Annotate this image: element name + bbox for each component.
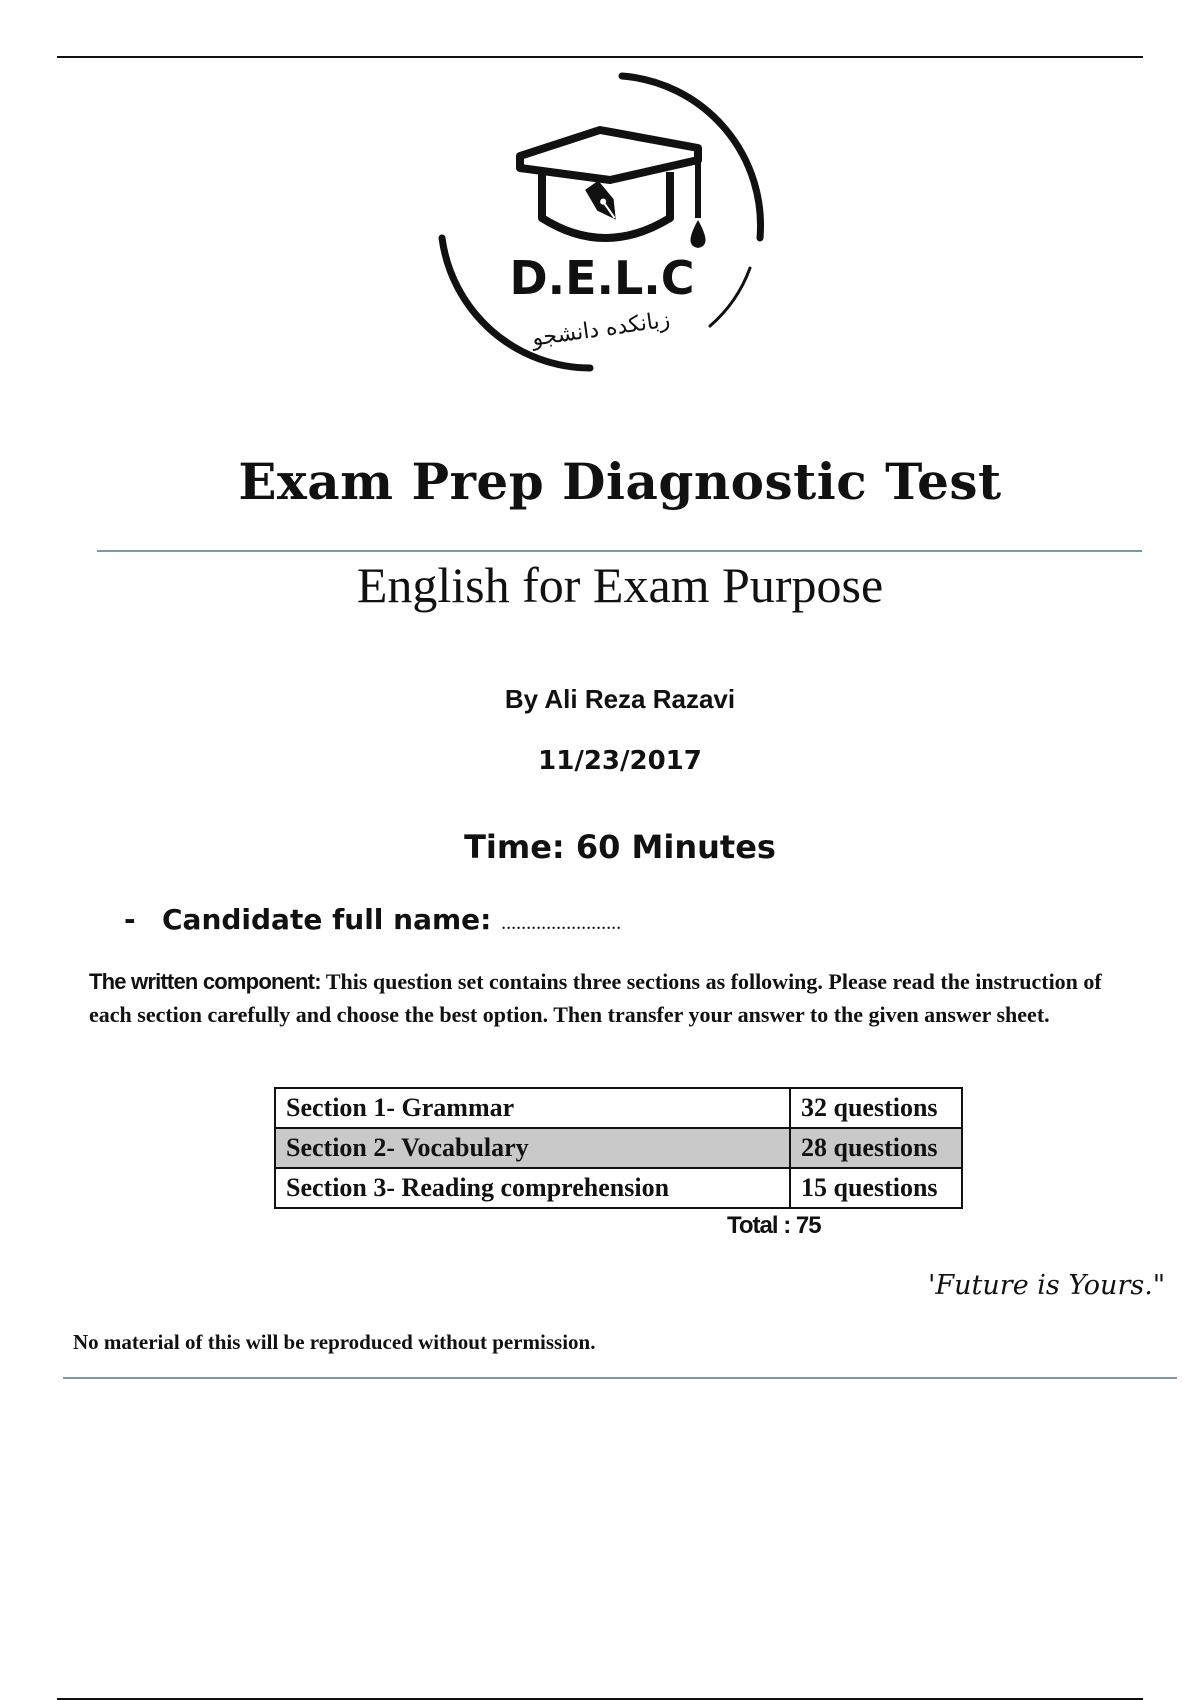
section-name: Section 2- Vocabulary bbox=[275, 1128, 790, 1168]
section-question-count: 15 questions bbox=[790, 1168, 962, 1208]
footer-divider bbox=[63, 1377, 1177, 1379]
copyright-notice: No material of this will be reproduced without permission. bbox=[73, 1330, 596, 1354]
section-name: Section 1- Grammar bbox=[275, 1088, 790, 1128]
motto-quote: 'Future is Yours." bbox=[928, 1270, 1166, 1301]
document-subtitle: English for Exam Purpose bbox=[356, 557, 884, 613]
written-component-label: The written component: bbox=[89, 969, 321, 994]
document-title: Exam Prep Diagnostic Test bbox=[238, 452, 1002, 511]
top-rule bbox=[57, 56, 1143, 58]
exam-time: Time: 60 Minutes bbox=[464, 828, 776, 866]
table-row bbox=[275, 1088, 962, 1128]
title-divider bbox=[97, 550, 1142, 552]
bullet-dash: - bbox=[124, 903, 136, 936]
section-question-count: 28 questions bbox=[790, 1128, 962, 1168]
table-row bbox=[275, 1168, 962, 1208]
candidate-name-label: Candidate full name: bbox=[162, 903, 492, 936]
section-question-count: 32 questions bbox=[790, 1088, 962, 1128]
graduation-cap-logo-icon bbox=[430, 68, 782, 378]
exam-date: 11/23/2017 bbox=[538, 746, 702, 776]
candidate-name-blank: ........................ bbox=[501, 912, 622, 934]
logo-brand-text: D.E.L.C bbox=[509, 251, 695, 305]
candidate-name-line bbox=[124, 903, 621, 936]
table-row bbox=[275, 1128, 962, 1168]
sections-table bbox=[274, 1087, 963, 1209]
delc-logo bbox=[430, 68, 782, 378]
written-component-instructions bbox=[89, 965, 1129, 1031]
logo-persian-text: زبانکده دانشجو bbox=[530, 307, 672, 352]
section-name: Section 3- Reading comprehension bbox=[275, 1168, 790, 1208]
author: By Ali Reza Razavi bbox=[504, 684, 736, 714]
written-component-text: This question set contains three sections as following. Please read the instruction of each section carefully and choose the best option. Then transfer your answer to the given answer sheet. bbox=[89, 969, 1102, 1027]
total-questions: Total : 75 bbox=[727, 1212, 821, 1239]
